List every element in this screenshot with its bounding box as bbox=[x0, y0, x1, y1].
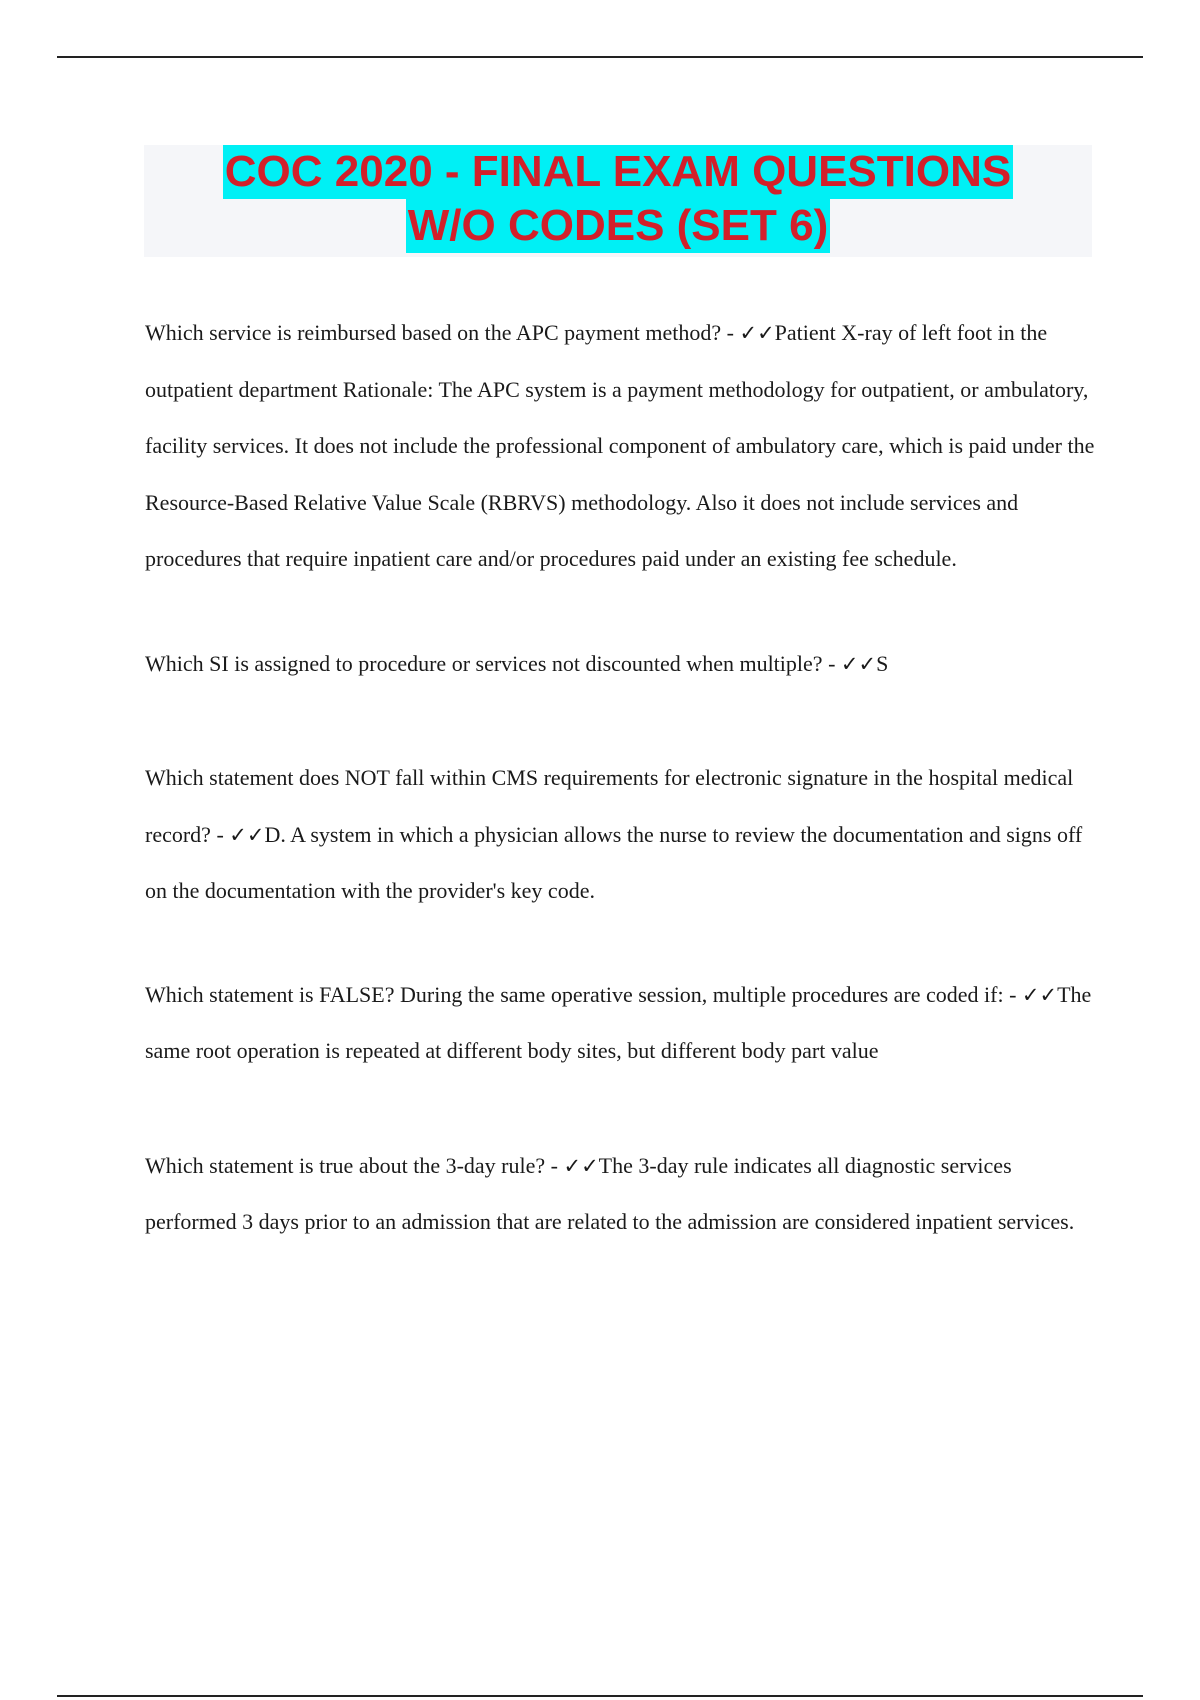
double-check-icon: ✓✓ bbox=[1021, 982, 1058, 1007]
question-text: Which SI is assigned to procedure or services not discounted when multiple? bbox=[145, 650, 823, 676]
top-rule bbox=[57, 56, 1143, 58]
question-text: Which service is reimbursed based on the APC payment method? bbox=[145, 320, 722, 345]
separator: - bbox=[545, 1152, 564, 1178]
qa-item bbox=[145, 305, 1095, 588]
question-text: Which statement is true about the 3-day rule? bbox=[145, 1152, 546, 1178]
answer-text: Patient X-ray of left foot in the outpatient department Rationale: The APC system is a payment methodology for outpatient, or ambulatory, facility services. It does not include the professional component of ambulatory care, which is paid under the Resource-Based Relative Value Scale (RBRVS) methodology. Also it does not include services and procedures that require inpatient care and/or procedures paid under an existing fee schedule. bbox=[145, 320, 1095, 571]
answer-text: S bbox=[876, 650, 889, 676]
qa-list bbox=[145, 305, 1095, 1251]
separator: - bbox=[210, 821, 230, 847]
separator: - bbox=[1003, 981, 1022, 1007]
double-check-icon: ✓✓ bbox=[739, 321, 775, 345]
title-line-2: W/O CODES (SET 6) bbox=[406, 199, 830, 253]
double-check-icon: ✓✓ bbox=[840, 651, 877, 676]
qa-item bbox=[145, 967, 1095, 1080]
separator: - bbox=[822, 650, 841, 676]
question-text: Which statement does NOT fall within CMS requirements for electronic signature in the hospital medical record? bbox=[145, 765, 1074, 847]
double-check-icon: ✓✓ bbox=[229, 822, 265, 847]
title-line-1: COC 2020 - FINAL EXAM QUESTIONS bbox=[223, 145, 1013, 199]
answer-text: The same root operation is repeated at different body sites, but different body part value bbox=[145, 981, 1092, 1063]
question-text: Which statement is FALSE? During the same operative session, multiple procedures are coded if: bbox=[145, 981, 1004, 1007]
separator: - bbox=[721, 320, 740, 345]
bottom-rule bbox=[57, 1695, 1143, 1697]
title-box bbox=[144, 145, 1092, 257]
qa-item bbox=[145, 750, 1095, 920]
qa-item bbox=[145, 1138, 1095, 1251]
qa-item bbox=[145, 636, 1095, 693]
double-check-icon: ✓✓ bbox=[563, 1153, 599, 1178]
answer-text: D. A system in which a physician allows the nurse to review the documentation and signs off on the documentation with the provider's key code. bbox=[145, 821, 1083, 903]
answer-text: The 3-day rule indicates all diagnostic services performed 3 days prior to an admission that are related to the admission are considered inpatient services. bbox=[145, 1152, 1075, 1234]
